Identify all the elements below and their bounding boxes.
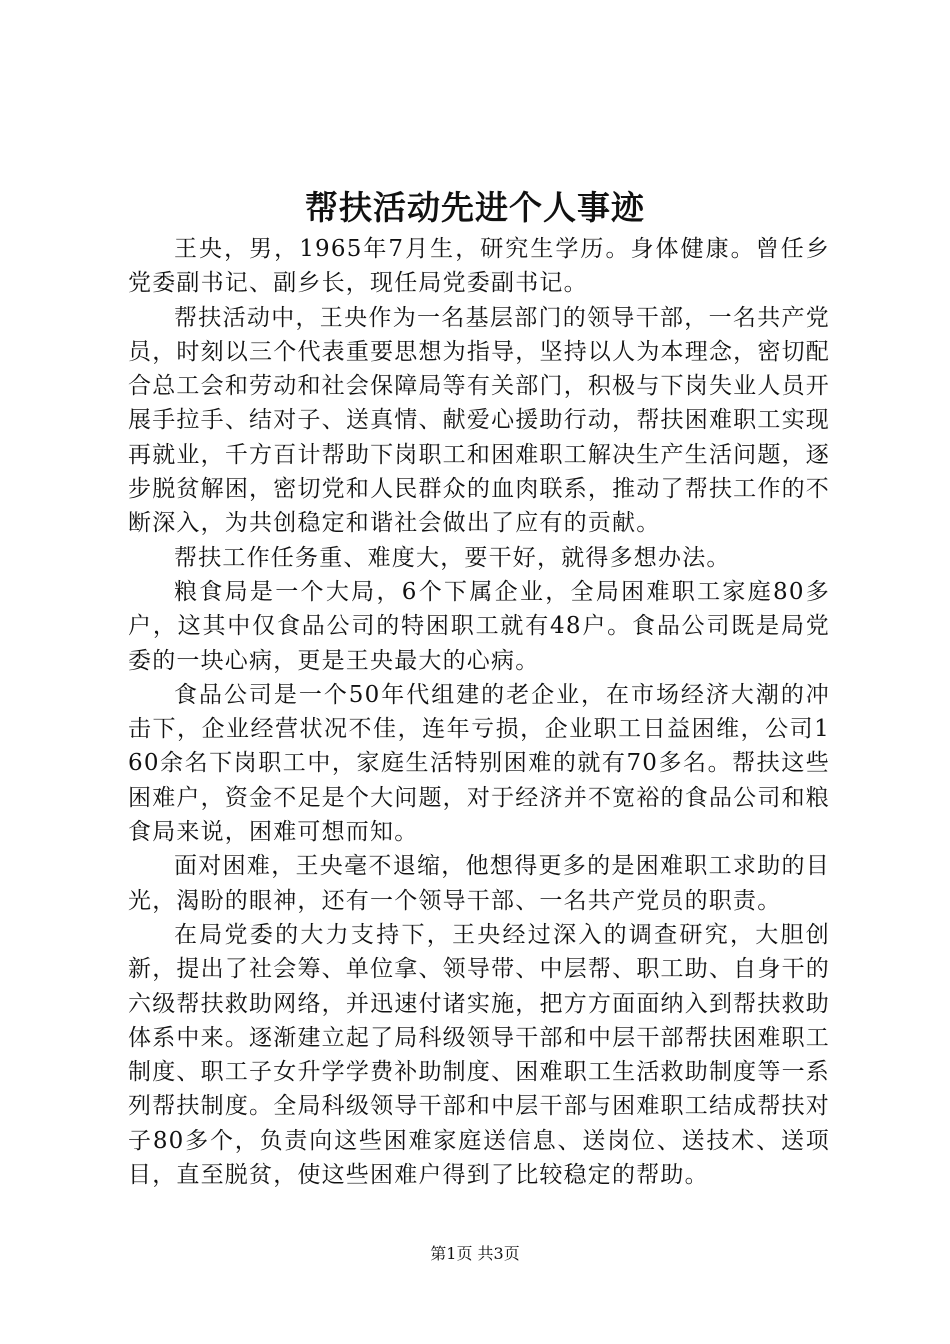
page-footer — [0, 1242, 950, 1266]
paragraph-profile: 王央，男，1965年7月生，研究生学历。身体健康。曾任乡党委副书记、副乡长，现任局党委副书记。 — [128, 236, 830, 297]
document-body — [128, 232, 830, 1192]
paragraph-support-network: 在局党委的大力支持下，王央经过深入的调查研究，大胆创新，提出了社会筹、单位拿、领导带、中层帮、职工助、自身干的六级帮扶救助网络，并迅速付诸实施，把方方面面纳入到帮扶救助体系中来。逐渐建立起了局科级领导干部和中层干部帮扶困难职工制度、职工子女升学学费补助制度、困难职工生活救助制度等一系列帮扶制度。全局科级领导干部和中层干部与困难职工结成帮扶对子80多个，负责向这些困难家庭送信息、送岗位、送技术、送项目，直至脱贫，使这些困难户得到了比较稳定的帮助。 — [128, 921, 830, 1189]
document-title: 帮扶活动先进个人事迹 — [305, 188, 645, 227]
paragraph-grain-bureau: 粮食局是一个大局，6个下属企业，全局困难职工家庭80多户，这其中仅食品公司的特困职工就有48户。食品公司既是局党委的一块心病，更是王央最大的心病。 — [128, 578, 830, 674]
page-indicator: 第1页 共3页 — [430, 1244, 520, 1263]
paragraph-activity: 帮扶活动中，王央作为一名基层部门的领导干部，一名共产党员，时刻以三个代表重要思想为指导，坚持以人为本理念，密切配合总工会和劳动和社会保障局等有关部门，积极与下岗失业人员开展手拉手、结对子、送真情、献爱心援助行动，帮扶困难职工实现再就业，千方百计帮助下岗职工和困难职工解决生产生活问题，逐步脱贫解困，密切党和人民群众的血肉联系，推动了帮扶工作的不断深入，为共创稳定和谐社会做出了应有的贡献。 — [128, 304, 830, 537]
paragraph-food-company: 食品公司是一个50年代组建的老企业，在市场经济大潮的冲击下，企业经营状况不佳，连年亏损，企业职工日益困维，公司160余名下岗职工中，家庭生活特别困难的就有70多名。帮扶这些困难户，资金不足是个大问题，对于经济并不宽裕的食品公司和粮食局来说，困难可想而知。 — [128, 681, 830, 846]
paragraph-difficulty: 面对困难，王央毫不退缩，他想得更多的是困难职工求助的目光，渴盼的眼神，还有一个领导干部、一名共产党员的职责。 — [128, 853, 830, 914]
paragraph-task: 帮扶工作任务重、难度大，要干好，就得多想办法。 — [174, 544, 731, 571]
